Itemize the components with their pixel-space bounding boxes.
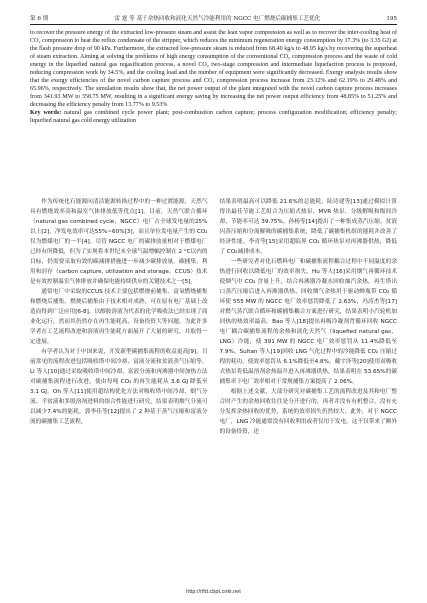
keywords-label: Key words: [30,110,62,116]
paragraph: 有学者认为对于中国来说，开发新型碳捕集流程的收益更高[9]。目前常见的流程改进包括吸收塔中间冷却、富液分流和贫液蒸气压缩等。Li 等人[10]通过采取吸收塔中间冷却、富液分流和再沸器中间加热方法对碳捕集流程进行改进，使由每吨 CO₂ 的再生能耗从 3.6 GJ 降低至 3.1 GJ。Oh 等人[11]使用超结构优化方法对吸收塔中间冷却、烟气分流、半贫液和多股溶剂进料的组合性能进行研究，结果表明烟气分流可以减少7.4%的能耗，郭李佳等[12]提出了 2 种基于蒸气压缩和富液分流的碳捕集工艺流程， [30,349,208,425]
running-title: 雷 霆 等 基于余热回收和液化天然气冷能利用的 NGCC 电厂燃烧后碳捕集工艺优化 [114,16,321,22]
footer-url: http://rlfd.cbpt.cnki.net [186,589,241,595]
issue-number: 第 6 期 [30,16,49,22]
paragraph: 根据上述文献，大部分研究对碳捕集工艺的流程改进及其和电厂整合时产生的余热回收往往是分开进行的，再者并没有有机整合，没有充分发挥余热回收的优势，系统的效率损失仍然较大。此外，对于 NGCC 电厂，LNG 冷能通常没有回收利用或者仅用于发电，这不仅带来了额外的设备投资，还 [219,389,397,435]
right-column [220,197,398,583]
keywords-line [30,109,397,125]
keywords-text: natural gas combined cycle power plant; post-combustion carbon capture; process configuration modification; efficiency penalty; liquefied natural gas cold energy utilization [30,110,397,124]
paragraph: 结果表明最高可以降低 21.6%的总能耗，陆诗建等[13]通过模拟计算得出最佳节能工艺组合为压缩式热泵、MVR 热泵、分级解吸和级间冷却，节能率可达 39.75%。孙杨等[14]提出了一种集成蒸汽压缩、贫液闪蒸压缩和分流解吸的碳捕集系统，降低了碳捕集机组的能耗并改善了经济性能。李青等[15]采用超临界 CO₂ 循环热泵对再沸器供热，降低了 CO₂减排成本。 [219,199,397,255]
paragraph: 通常电厂中采取的CCUS 技术主要包括燃烧前捕集、富氧燃烧捕集和燃烧后捕集。燃烧后捕集由于技术相对成熟，可在原有电厂基础上改造而得到广泛应用[6-8]，以醇胺溶液为代表的化学吸收法已经实现了商业化运行，然而其仍然存在再生能耗高、设备投资大等问题。为此许多学者在工艺流程改进和溶液再生能耗方面展开了大量的研究，并取得一定进展。 [30,289,208,345]
page-number: 195 [386,16,397,22]
body-columns [30,197,397,583]
paragraph: 作为传统化石能源向清洁能源转换过程中的一种过渡能源，天然气具有燃烧效率高和温室气体排放低等优点[1]。目前，天然气联合循环（natural gas combined cycle，NGCC）电厂占全球发电量的25%以上[2]，净发电效率可达55%~60%[3]，而且单位发电量产生的 CO₂ 仅为燃煤电厂的一半[4]。尽管 NGCC 电厂的碳排放量相对于燃煤电厂已经有所降低，但为了实现将本世纪末全球气温增幅控制在 2 °C以内的目标，仍需要采取有效的碳减排措施进一步减少碳排放量。碳捕集、利用和封存（carbon capture, utilization and storage，CCUS）技术是有效控制温室气体排放并确保电能持续供应的关键技术之一[5]。 [30,199,208,285]
header-rule [30,24,397,25]
running-header [30,10,397,22]
abstract-text: to recover the pressure energy of the extracted low-pressure steam and assist the lean vapor compression as well as to recover the inter-cooling heat of CO₂ compression to heat the reflux condensate of the stripper, which reduces the minimum regeneration energy consumption by 17.3% (to 3.35 GJ) at the flash pressure drop of 90 kPa. Furthermore, the extracted low-pressure steam is reduced from 68.40 kg/s to 48.95 kg/s by recovering the superheat of steam extraction. Aiming at solving the problems of high energy consumption of the conventional CO₂ compression process and the waste of cold energy in the liquefied natural gas regasification process, a novel CO₂ two-stage compression and intermediate liquefaction process is proposed, reducing compression work by 34.5%, and the cooling load and the number of equipment were significantly decreased. Exergy analysis results show that the exergy efficiencies of the novel carbon capture process and CO₂ compression process increase from 23.12% and 62.19% to 29.48% and 65.96%, respectively. The simulation results show that, the net power output of the plant integrated with the novel carbon capture process increases from 341.93 MW to 358.75 MW, resulting in a significant energy saving by increasing the net power output efficiency from 48.85% to 51.25% and decreasing the efficiency penalty from 13.77% to 9.53% [30,30,397,108]
paragraph: 一些研究者对化石燃料电厂和碳捕集流程耦合过程中不同温度的余热进行回收以降低电厂的效率损失。Hu 等人[16]采用烟气再循环技术使烟气中 CO₂ 含量上升，结合再沸器冷凝水回收抽汽余热，再生塔出口蒸汽压缩后进入再沸器供热，回收烟气余热用于驱动蝉瓶带 CO₂ 循环使 555 MW 的 NGCC 电厂效率惩罚降低了 2.63%，冯涛杰等[17]对燃气蒸汽联合循环和碳捕集耦合方案进行研究，结果表明小汽轮机加回热的热效率最高。Bao 等人[18]提出再吸冷凝剂背循环回收 NGCC 电厂耦合碳捕集流程的余热和液化天然气（liquefied natural gas，LNG）冷能，使 391 MW 的 NGCC 电厂效率惩罚从 11.4%降低至 7.9%。Sultan 等人[19]回收 LNG 气化过程中的冷能降低 CO₂ 压缩过程的耗功，使效率惩罚从 6.1%降低至4.8%。戴宇泽等[20]使用双吸收式热泵将低温溶剂余热温升进入再沸器供热，结果表明在 53.65%的碳捕集率下电厂效率相对于常规捕集方案提高了 2.06%。 [219,259,397,385]
left-column [30,197,208,583]
english-abstract [30,29,397,125]
